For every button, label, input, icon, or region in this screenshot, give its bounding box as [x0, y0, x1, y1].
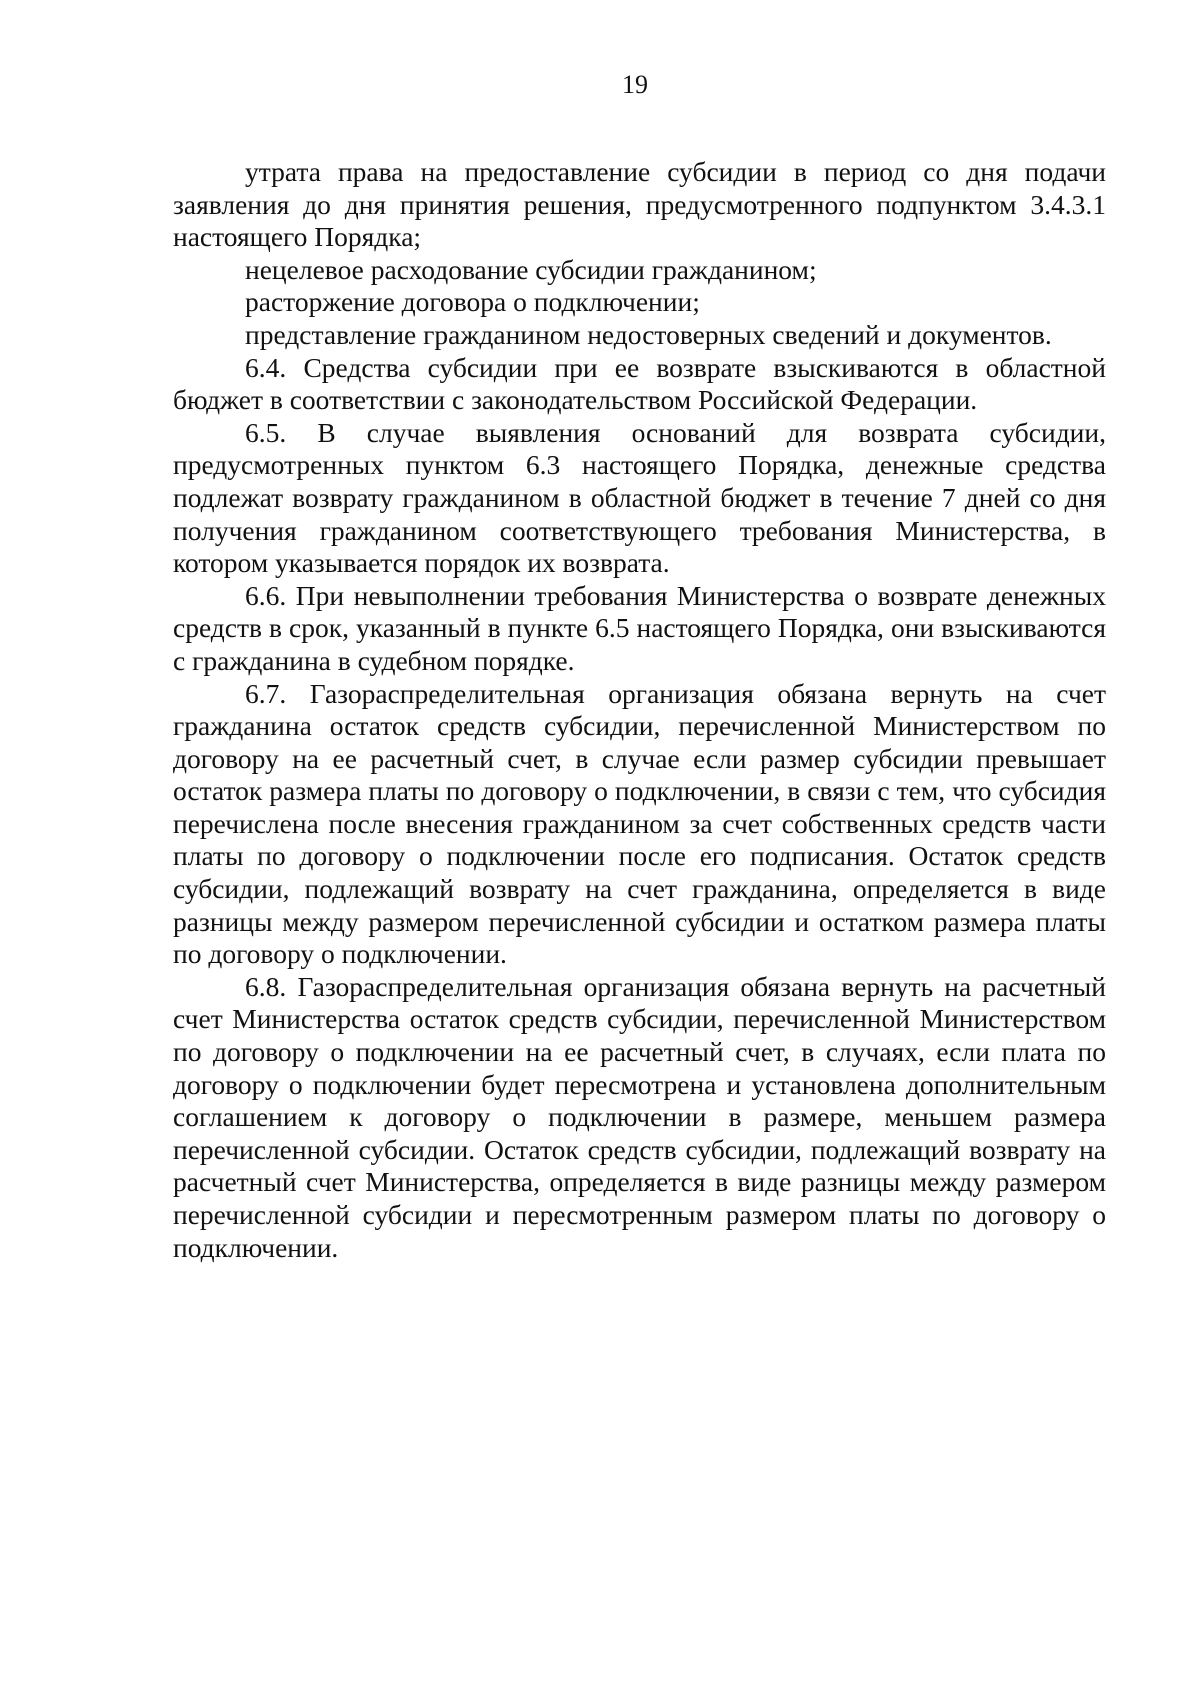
paragraph-misuse: нецелевое расходование субсидии гражданином; [245, 253, 817, 285]
document-body [173, 156, 1106, 1264]
paragraph-6-7: 6.7. Газораспределительная организация обязана вернуть на счет гражданина остаток средств субсидии, перечисленной Министерством по договору на ее расчетный счет, в случае если размер субсидии превышает остаток размера платы по договору о подключении, в связи с тем, что субсидия перечислена после внесения гражданином за счет собственных средств части платы по договору о подключении после его подписания. Остаток средств субсидии, подлежащий возврату на счет гражданина, определяется в виде разницы между размером перечисленной субсидии и остатком размера платы по договору о подключении. [173, 677, 1106, 970]
paragraph-6-5: 6.5. В случае выявления оснований для возврата субсидии, предусмотренных пунктом 6.3 настоящего Порядка, денежные средства подлежат возврату гражданином в областной бюджет в течение 7 дней со дня получения гражданином соответствующего требования Министерства, в котором указывается порядок их возврата. [173, 416, 1106, 579]
page-number: 19 [622, 70, 648, 99]
paragraph-6-6: 6.6. При невыполнении требования Министерства о возврате денежных средств в срок, указанный в пункте 6.5 настоящего Порядка, они взыскиваются с гражданина в судебном порядке. [173, 579, 1106, 676]
paragraph-6-8: 6.8. Газораспределительная организация обязана вернуть на расчетный счет Министерства остаток средств субсидии, перечисленной Министерством по договору о подключении на ее расчетный счет, в случаях, если плата по договору о подключении будет пересмотрена и установлена дополнительным соглашением к договору о подключении в размере, меньшем размера перечисленной субсидии. Остаток средств субсидии, подлежащий возврату на расчетный счет Министерства, определяется в виде разницы между размером перечисленной субсидии и пересмотренным размером платы по договору о подключении. [173, 970, 1106, 1263]
paragraph-contract-termination: расторжение договора о подключении; [245, 286, 700, 318]
paragraph-loss-of-right: утрата права на предоставление субсидии в период со дня подачи заявления до дня принятия решения, предусмотренного подпунктом 3.4.3.1 настоящего Порядка; [173, 156, 1106, 253]
paragraph-6-4: 6.4. Средства субсидии при ее возврате взыскиваются в областной бюджет в соответствии с законодательством Российской Федерации. [173, 351, 1106, 416]
paragraph-false-information: представление гражданином недостоверных сведений и документов. [245, 318, 1052, 350]
